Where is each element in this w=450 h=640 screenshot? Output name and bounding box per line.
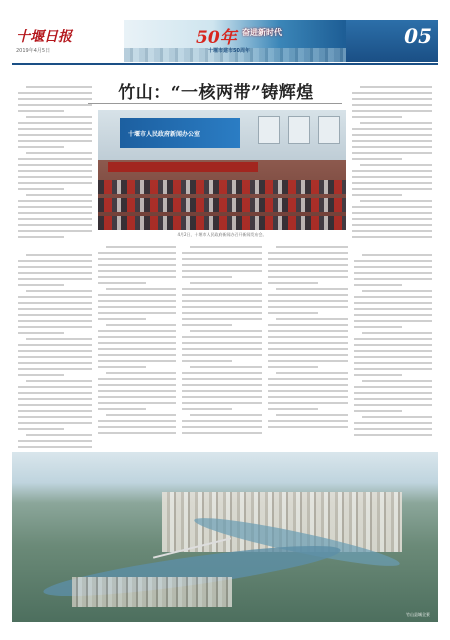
audience-row — [98, 180, 346, 194]
text-column-right-top — [352, 82, 432, 248]
banner-number: 50年 — [196, 28, 237, 48]
window — [318, 116, 340, 144]
text-column-2 — [98, 242, 176, 448]
masthead-rule — [12, 63, 438, 65]
window — [288, 116, 310, 144]
photo-caption: 4月2日，十堰市人民政府新闻办召开新闻发布会。 — [177, 232, 267, 237]
banner-slogan: 奋进新时代 — [242, 28, 282, 37]
newspaper-logo: 十堰日报 — [16, 29, 72, 45]
audience-row — [98, 216, 346, 230]
window — [258, 116, 280, 144]
aerial-city-photo — [12, 452, 438, 622]
page-number: 05 — [404, 24, 432, 48]
text-column-5 — [354, 250, 432, 448]
podium-table — [108, 162, 258, 172]
page-number-block — [346, 20, 438, 62]
headline-divider — [88, 103, 342, 104]
anniversary-banner — [124, 20, 346, 62]
issue-date: 2019年4月5日 — [16, 48, 51, 54]
banner-subtitle: 十堰市建市50周年 — [208, 48, 250, 54]
riverside-buildings — [72, 577, 232, 607]
photo-credit: 竹山县城全景 — [406, 612, 430, 617]
press-conference-photo — [98, 110, 346, 230]
text-column-3 — [182, 242, 262, 448]
text-column-4 — [268, 242, 348, 448]
article-headline: 竹山：“一核两带”铸辉煌 — [118, 83, 314, 103]
stage-banner-text: 十堰市人民政府新闻办公室 — [128, 131, 201, 138]
text-column-left-top — [18, 82, 92, 248]
stage-banner — [120, 118, 240, 148]
masthead — [12, 20, 438, 62]
audience-row — [98, 198, 346, 212]
text-column-1 — [18, 250, 92, 448]
masthead-brand-area — [12, 20, 124, 62]
